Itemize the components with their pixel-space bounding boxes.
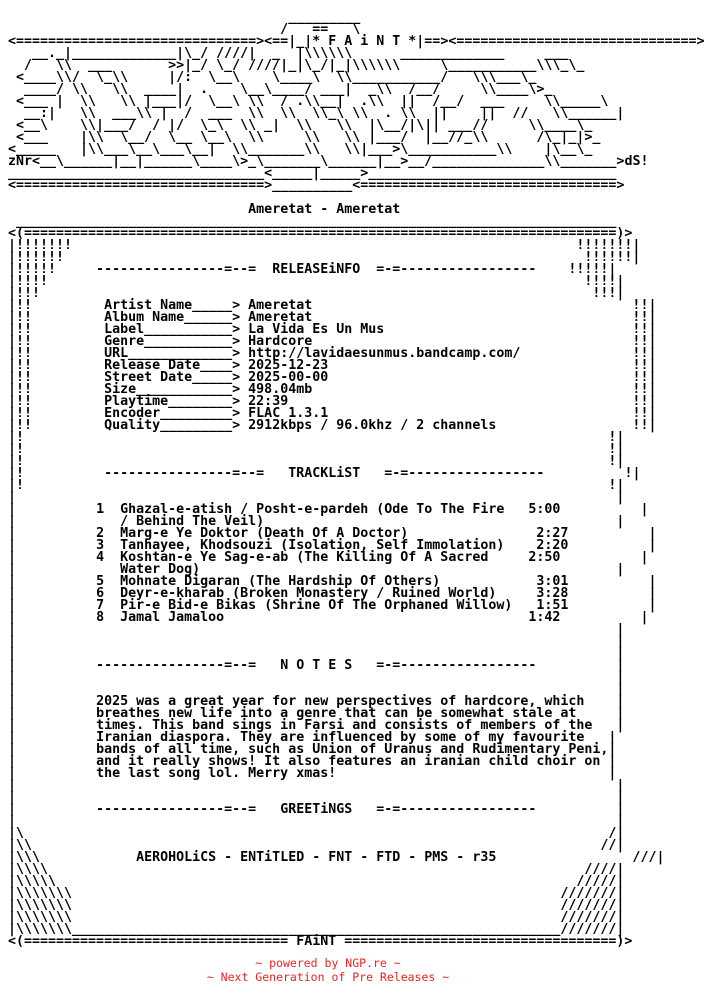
track-number: 6: [96, 586, 105, 601]
notes-line: | breathes new life into a genre that can be somewhat stale at |: [8, 706, 625, 721]
notes-line: | times. This band sings in Farsi and consists of members of the |: [8, 718, 625, 733]
track-row: | / Behind The Veil) |: [8, 514, 625, 529]
info-row-release-date: |!! Release Date____> 2025-12-23 !!|: [8, 358, 657, 373]
logo-art-line-8: <___ |\\ \__/ \__ \__\ \\ \\ \\ |___/ |__//_\\ /\_|_|>_: [8, 130, 601, 145]
notes-text: breathes new life into a genre that can be somewhat stale at: [96, 706, 577, 721]
section-releaseinfo-label: RELEASEiNFO: [272, 262, 361, 277]
info-playtime-value: 22:39: [248, 394, 289, 409]
info-artist-value: Ameretat: [248, 298, 313, 313]
info-quality-value: 2912kbps / 96.0khz / 2 channels: [248, 418, 497, 433]
track-number: 8: [96, 610, 105, 625]
logo-top-border: <==============================><==|_|* F A i N T *|==><==============================>: [8, 34, 705, 49]
track-title: Jamal Jamaloo: [120, 610, 225, 625]
info-url-value[interactable]: http://lavidaesunmus.bandcamp.com/: [248, 346, 521, 361]
track-number: 1: [96, 502, 105, 517]
frame-line: |!!!!!! !!!!!!|: [8, 250, 641, 265]
info-row-genre: |!! Genre___________> Hardcore !!|: [8, 334, 657, 349]
track-title: Pir-e Bid-e Bikas (Shrine Of The Orphaned Willow): [120, 598, 513, 613]
frame-line: | |: [8, 682, 625, 697]
logo-art-line-11: ________________________________<_____|_____>_______________________________: [8, 166, 617, 181]
info-row-playtime: |!! Playtime________> 22:39 !!|: [8, 394, 657, 409]
info-row-encoder: |!! Encoder_________> FLAC 1.3.1 !!|: [8, 406, 657, 421]
notes-text: Iranian diaspora. They are influenced by some of my favourite: [96, 730, 585, 745]
track-title: Tanhayee, Khodsouzi (Isolation, Self Immolation): [120, 538, 505, 553]
frame-line: |! !|: [8, 478, 625, 493]
notes-line: | the last song lol. Merry xmas! |: [8, 766, 617, 781]
frame-line: |\\\\\\\ ///////|: [8, 886, 625, 901]
logo-art-line-7: <__\ \\|___/ / |/ \_\ \\ _| \\ \\ |\__/|\|| ___// \\____\_: [8, 118, 593, 133]
track-time: 2:50: [528, 550, 561, 565]
greetings-text: AEROHOLiCS - ENTiTLED - FNT - FTD - PMS - r35: [136, 850, 497, 865]
track-row: | 4 Koshtan-e Ye Sag-e-ab (The Killing Of A Sacred 2:50 |: [8, 550, 649, 565]
notes-text: times. This band sings in Farsi and consists of members of the: [96, 718, 593, 733]
greetings-line: |\\\ AEROHOLiCS - ENTiTLED - FNT - FTD - PMS - r35 ///|: [8, 850, 665, 865]
frame-line: |!!!!!!! !!!!!!!|: [8, 238, 641, 253]
frame-line: | |: [8, 670, 625, 685]
info-row-street-date: |!! Street Date_____> 2025-00-00 !!|: [8, 370, 657, 385]
track-row: | 3 Tanhayee, Khodsouzi (Isolation, Self Immolation) 2:20 |: [8, 538, 657, 553]
track-row: | 5 Mohnate Digaran (The Hardship Of Others) 3:01 |: [8, 574, 657, 589]
track-time: 1:42: [528, 610, 561, 625]
track-number: 4: [96, 550, 105, 565]
info-row-quality: |!! Quality_________> 2912kbps / 96.0khz / 2 channels !!|: [8, 418, 657, 433]
notes-line: | Iranian diaspora. They are influenced by some of my favourite |: [8, 730, 617, 745]
track-row: | 1 Ghazal-e-atish / Posht-e-pardeh (Ode To The Fire 5:00 |: [8, 502, 649, 517]
track-time: 3:01: [536, 574, 569, 589]
info-row-label: |!! Label___________> La Vida Es Un Mus !!|: [8, 322, 657, 337]
track-row: | 6 Deyr-e-kharab (Broken Monastery / Ruined World) 3:28 |: [8, 586, 657, 601]
logo-art-line-3: <____\\/ \_\\ |/: \__\ \____\ \\___________/ \\\___\_: [8, 70, 537, 85]
section-releaseinfo: |!!!!! ----------------=--= RELEASEiNFO =-=----------------- !!!!!|: [8, 262, 617, 277]
info-label-value: La Vida Es Un Mus: [248, 322, 385, 337]
frame-top-border: <(==========================================================================)>: [8, 226, 633, 241]
track-title-continued: Water Dog): [120, 562, 201, 577]
logo-right-tag: dS!: [624, 154, 649, 169]
info-size-value: 498.04mb: [248, 382, 313, 397]
track-title: Koshtan-e Ye Sag-e-ab (The Killing Of A Sacred: [120, 550, 489, 565]
section-tracklist: |! ----------------=--= TRACKLiST =-=----------------- !|: [8, 466, 641, 481]
frame-line: |\\\\\\\ ///////|: [8, 898, 625, 913]
frame-line: |!!!! !!!!|: [8, 274, 625, 289]
logo-top-line-1: _________: [8, 10, 361, 25]
frame-line: |\\ //|: [8, 838, 625, 853]
notes-line: | bands of all time, such as Union of Uranus and Rudimentary Peni,|: [8, 742, 617, 757]
track-number: 5: [96, 574, 105, 589]
frame-top-line: ___________________________________________________________________________: [8, 214, 617, 229]
info-row-size: |!! Size____________> 498.04mb !!|: [8, 382, 657, 397]
frame-line: |!!! !!!|: [8, 286, 625, 301]
track-title: Deyr-e-kharab (Broken Monastery / Ruined World): [120, 586, 497, 601]
notes-text: the last song lol. Merry xmas!: [96, 766, 337, 781]
track-row: | 8 Jamal Jamaloo 1:42 |: [8, 610, 649, 625]
track-title: Ghazal-e-atish / Posht-e-pardeh (Ode To The Fire: [120, 502, 505, 517]
info-encoder-value: FLAC 1.3.1: [248, 406, 329, 421]
track-number: 7: [96, 598, 105, 613]
frame-line: |\\\\\\\ ///////|: [8, 910, 625, 925]
frame-line: | |: [8, 790, 625, 805]
notes-line: | and it really shows! It also features an iranian child choir on |: [8, 754, 617, 769]
info-genre-value: Hardcore: [248, 334, 313, 349]
section-greetings-label: GREETiNGS: [280, 802, 353, 817]
frame-line: | |: [8, 778, 625, 793]
section-notes: | ----------------=--= N O T E S =-=----------------- |: [8, 658, 625, 673]
frame-line: |\ /|: [8, 826, 625, 841]
notes-line: | 2025 was a great year for new perspectives of hardcore, which |: [8, 694, 625, 709]
track-title: Mohnate Digaran (The Hardship Of Others): [120, 574, 441, 589]
track-time: 5:00: [528, 502, 561, 517]
section-notes-label: N O T E S: [280, 658, 353, 673]
info-album-value: Ameretat: [248, 310, 313, 325]
bottom-tag: FAiNT: [296, 934, 337, 949]
logo-left-tag: zNr: [8, 154, 33, 169]
track-title-continued: / Behind The Veil): [120, 514, 265, 529]
logo-bottom-border: <===============================>__________<================================>: [8, 178, 625, 193]
logo-art-line-5: <___ | \\ \\ |___|/ \__\ \\ / .\\__| .\\ || /__/ ___ \\_____\: [8, 94, 609, 109]
track-row: | 2 Marg-e Ye Doktor (Death Of A Doctor) 2:27 |: [8, 526, 657, 541]
track-time: 1:51: [536, 598, 569, 613]
frame-line: | |: [8, 490, 625, 505]
logo-art-line-10: zNr<__\______|__|______\____\>_\_______\______|__>__/______________\\_______>dS!: [8, 154, 649, 169]
frame-line: |\\\\ ////|: [8, 862, 625, 877]
section-greetings: | ----------------=--= GREETiNGS =-=----------------- |: [8, 802, 625, 817]
section-tracklist-label: TRACKLiST: [288, 466, 361, 481]
footer-powered-by: ~ powered by NGP.re ~: [255, 956, 401, 970]
logo-art-line-2: / \\ ___ >>|_/ \_/ ////|_|\_/|_|\\\\\\ \___________\\\_\_: [8, 58, 585, 73]
footer-tagline: ~ Next Generation of Pre Releases ~: [206, 970, 450, 984]
logo-art-line-6: __:| \\ ___\\ | / ___ \\ \\ \\_\ \\ . \\ || || // \\______|: [8, 106, 625, 121]
track-time: 3:28: [536, 586, 569, 601]
frame-bottom-border: <(================================= FAiNT ==================================)>: [8, 934, 633, 949]
frame-line: | |: [8, 622, 625, 637]
track-number: 2: [96, 526, 105, 541]
logo-top-line-2: / == \: [8, 22, 361, 37]
notes-text: and it really shows! It also features an iranian child choir on: [96, 754, 601, 769]
track-time: 2:20: [536, 538, 569, 553]
info-release-date-value: 2025-12-23: [248, 358, 329, 373]
release-title: Ameretat - Ameretat: [248, 202, 401, 217]
info-street-date-value: 2025-00-00: [248, 370, 329, 385]
track-row: | 7 Pir-e Bid-e Bikas (Shrine Of The Orphaned Willow) 1:51 |: [8, 598, 657, 613]
notes-text: bands of all time, such as Union of Uranus and Rudimentary Peni,: [96, 742, 609, 757]
frame-line: |\\\\\\\_____________________________________________________________///////|: [8, 922, 625, 937]
frame-line: |! !|: [8, 454, 625, 469]
logo-group-tag: * F A i N T *: [312, 34, 417, 49]
frame-line: |\\\\\ /////|: [8, 874, 625, 889]
frame-line: |! !|: [8, 442, 625, 457]
track-time: 2:27: [536, 526, 569, 541]
track-row: | Water Dog) |: [8, 562, 625, 577]
frame-line: | |: [8, 814, 625, 829]
frame-line: | |: [8, 634, 625, 649]
nfo-document: [8, 12, 705, 948]
frame-line: |! !|: [8, 430, 625, 445]
notes-text: 2025 was a great year for new perspectives of hardcore, which: [96, 694, 585, 709]
frame-line: | |: [8, 646, 625, 661]
logo-art-line-4: ____/ \\ \\ ____| . \__\____/ ___| _\\ /__/ \\____\>_: [8, 82, 553, 97]
logo-art-line-9: <_____ |\\___\__\___\__| \\_______\\ \\|___>\___________\\ |\__\_: [8, 142, 593, 157]
info-row-url: |!! URL_____________> http://lavidaesunmus.bandcamp.com/ !!|: [8, 346, 657, 361]
logo-art-line-1: __._|_____________|\_/ ////| _ |\\\\\\ _____________ ___: [8, 46, 569, 61]
info-row-artist: |!! Artist Name_____> Ameretat !!|: [8, 298, 657, 313]
track-number: 3: [96, 538, 105, 553]
track-title: Marg-e Ye Doktor (Death Of A Doctor): [120, 526, 409, 541]
info-row-album: |!! Album Name______> Ameretat !!|: [8, 310, 657, 325]
